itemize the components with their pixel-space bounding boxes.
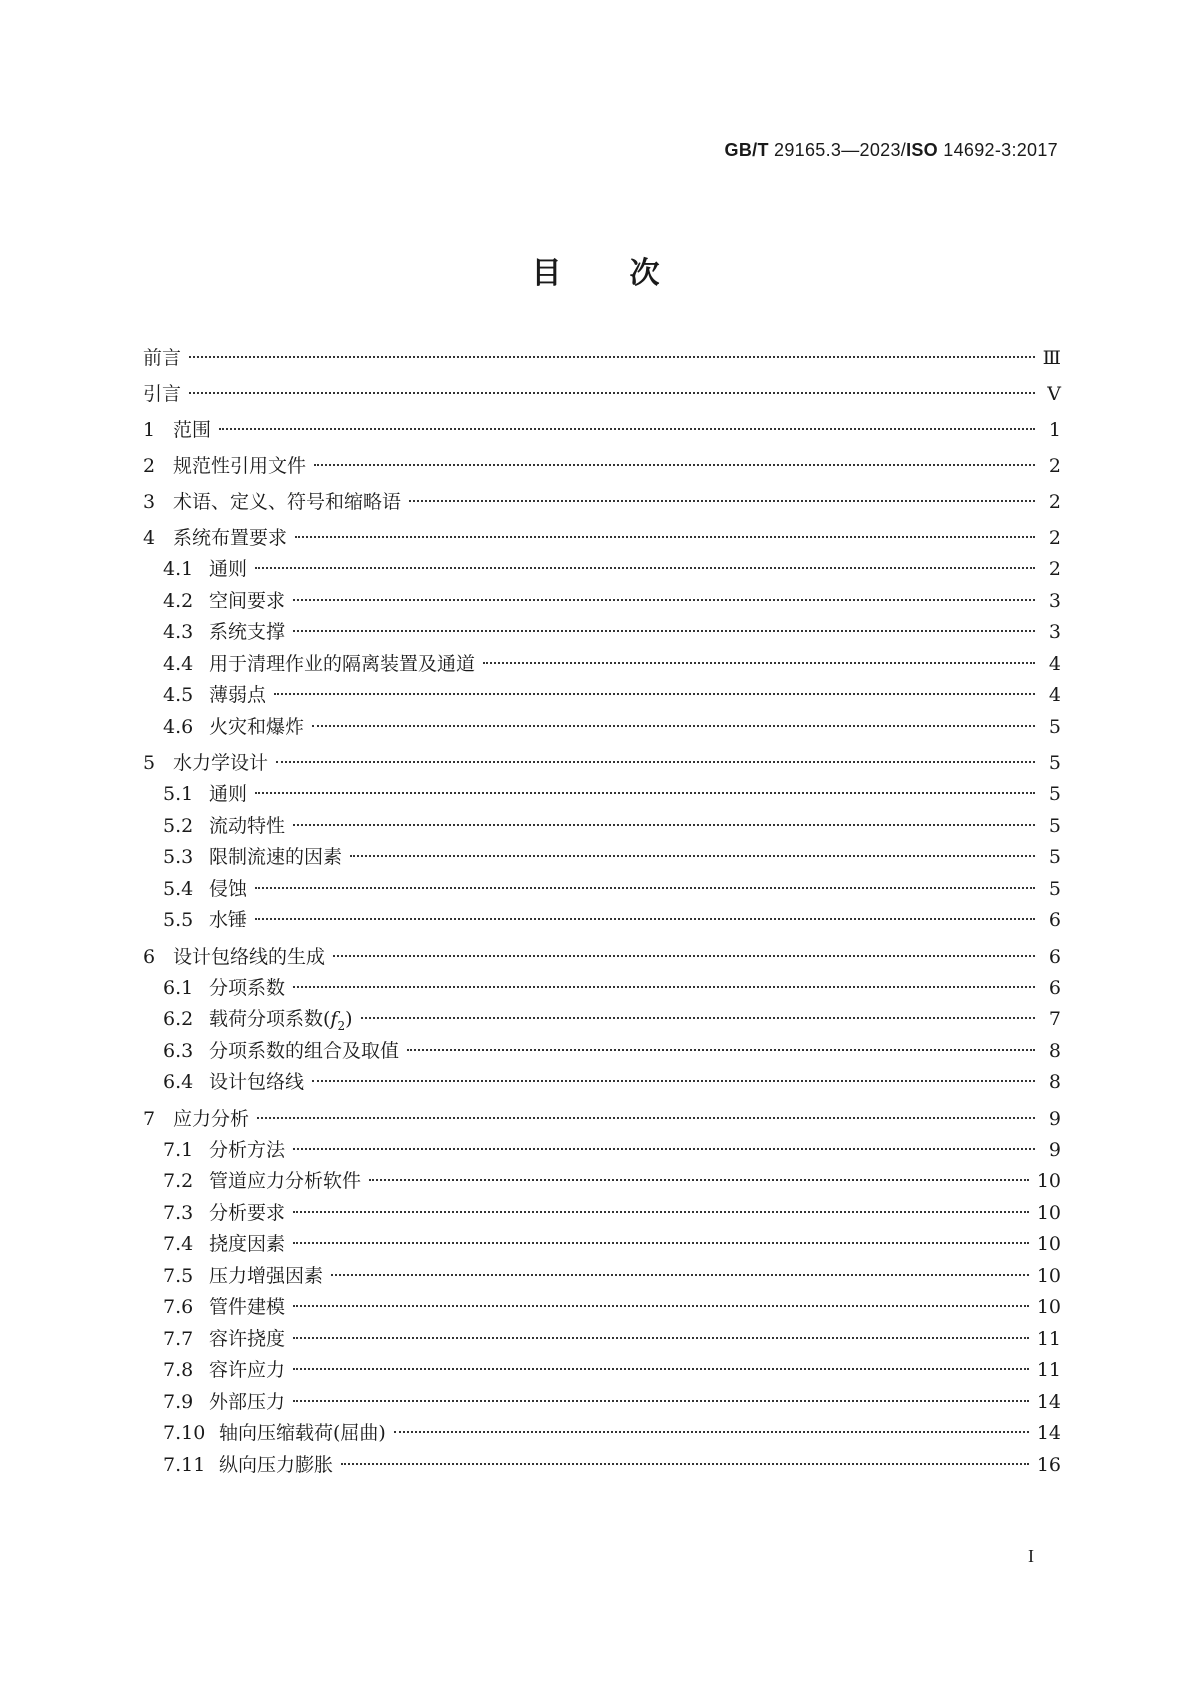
toc-entry-title: 术语、定义、符号和缩略语 [173,491,402,513]
table-of-contents [143,338,1061,1481]
toc-entry-number: 5.3 [163,846,194,868]
toc-entry-page: Ⅲ [1042,347,1061,369]
toc-entry-number: 7.9 [163,1390,194,1413]
dot-leader [189,356,1035,358]
toc-entry-variable: f [330,1008,338,1030]
toc-entry[interactable] [143,1004,1061,1036]
toc-entry-page: 5 [1048,752,1061,774]
toc-entry-page: 5 [1048,814,1061,837]
toc-entry-page: 9 [1048,1138,1061,1161]
toc-entry-title: 侵蚀 [209,877,248,900]
dot-leader [293,1305,1029,1307]
toc-entry-number: 5 [143,752,156,774]
dot-leader [257,1117,1035,1119]
dot-leader [276,761,1035,763]
toc-entry-page: 8 [1048,1071,1061,1093]
page-title: 目次 [531,256,728,291]
toc-entry-page: 4 [1048,652,1061,675]
toc-entry-title: 外部压力 [209,1390,286,1413]
toc-entry-number: 5.5 [163,909,194,931]
toc-entry[interactable] [143,486,1061,518]
dot-leader [274,693,1035,695]
toc-entry-title: 系统支撑 [209,621,286,643]
toc-entry-page: 11 [1036,1327,1061,1350]
toc-entry[interactable] [143,1355,1061,1387]
toc-entry-page: 9 [1048,1107,1061,1130]
toc-entry-title: 管件建模 [209,1296,286,1318]
toc-entry-title: 通则 [209,558,248,580]
toc-entry-number: 7.2 [163,1170,194,1192]
toc-entry-number: 4.4 [163,652,194,675]
toc-entry-title: 限制流速的因素 [209,846,343,868]
toc-entry[interactable] [143,1135,1061,1167]
dot-leader [293,824,1035,826]
standard-code-number: 29165.3—2023/ [768,140,907,160]
toc-entry[interactable] [143,554,1061,586]
toc-entry-number: 4.5 [163,684,194,706]
toc-entry-number: 4.3 [163,621,194,643]
toc-entry[interactable] [143,680,1061,712]
toc-entry[interactable] [143,1103,1061,1135]
toc-entry-title: 范围 [173,419,212,441]
dot-leader [361,1017,1035,1019]
toc-entry-number: 6.4 [163,1071,194,1093]
toc-entry-page: 6 [1048,976,1061,999]
toc-entry[interactable] [143,1198,1061,1230]
toc-entry-number: 7.8 [163,1359,194,1381]
toc-entry[interactable] [143,450,1061,482]
toc-entry-page: 2 [1048,558,1061,580]
dot-leader [255,918,1035,920]
toc-entry[interactable] [143,586,1061,618]
dot-leader [293,1368,1029,1370]
dot-leader [314,464,1035,466]
toc-entry-title: 容许应力 [209,1359,286,1381]
toc-entry-number: 7 [143,1107,156,1130]
toc-entry-title: 分析方法 [209,1138,286,1161]
toc-entry-title: 容许挠度 [209,1327,286,1350]
toc-entry-page: 5 [1048,715,1061,738]
toc-entry[interactable] [143,1292,1061,1324]
toc-entry-number: 7.1 [163,1138,194,1161]
toc-entry[interactable] [143,1036,1061,1068]
toc-entry-title: 水力学设计 [173,752,269,774]
toc-entry[interactable] [143,941,1061,973]
dot-leader [293,630,1035,632]
toc-entry-number: 4 [143,527,156,549]
standard-code-iso-number: 14692-3:2017 [937,140,1058,160]
dot-leader [255,887,1035,889]
toc-entry-title: 流动特性 [209,814,286,837]
toc-entry[interactable] [143,617,1061,649]
toc-entry[interactable] [143,811,1061,843]
toc-entry[interactable] [143,747,1061,779]
toc-entry-page: 6 [1048,909,1061,931]
dot-leader [293,1400,1029,1402]
toc-entry[interactable] [143,1324,1061,1356]
toc-entry-number: 7.10 [163,1422,206,1444]
toc-entry-page: 5 [1048,783,1061,805]
standard-code-gbt: GB/T [724,140,769,160]
dot-leader [293,599,1035,601]
toc-entry-number: 7.4 [163,1233,194,1255]
toc-entry-title: 系统布置要求 [173,527,288,549]
toc-entry-page: 6 [1048,945,1061,968]
toc-entry-number: 5.1 [163,783,194,805]
toc-entry-page: Ⅴ [1047,383,1061,405]
toc-entry-page: 4 [1048,684,1061,706]
toc-entry-title: 用于清理作业的隔离装置及通道 [209,652,476,675]
toc-entry[interactable] [143,779,1061,811]
toc-entry-title: 载荷分项系数$(f_2)$ [209,1008,353,1033]
toc-entry-number: 5.4 [163,877,194,900]
toc-entry[interactable] [143,712,1061,744]
dot-leader [312,725,1035,727]
toc-entry-title: 通则 [209,783,248,805]
toc-entry[interactable] [143,973,1061,1005]
toc-entry-number: 6.2 [163,1008,194,1030]
toc-entry-title: 火灾和爆炸 [209,715,305,738]
dot-leader [394,1431,1029,1433]
toc-entry-page: 5 [1048,877,1061,900]
dot-leader [189,392,1035,394]
toc-entry-number: 4.2 [163,589,194,612]
toc-entry[interactable] [143,342,1061,374]
toc-entry-number: 2 [143,455,156,477]
dot-leader [483,662,1035,664]
toc-entry-page: 1 [1048,419,1061,441]
toc-entry-number: 7.3 [163,1201,194,1224]
dot-leader [293,1211,1029,1213]
dot-leader [409,500,1035,502]
dot-leader [293,1337,1029,1339]
toc-entry-number: 6.1 [163,976,194,999]
toc-entry-page: 11 [1036,1359,1061,1381]
toc-entry-page: 2 [1048,527,1061,549]
toc-entry-title-end: ) [345,1008,353,1030]
toc-entry-page: 3 [1048,621,1061,643]
toc-entry-page: 3 [1048,589,1061,612]
toc-entry-title: 纵向压力膨胀 [219,1453,334,1476]
toc-entry[interactable] [143,414,1061,446]
toc-entry[interactable] [143,842,1061,874]
toc-entry[interactable] [143,1418,1061,1450]
dot-leader [293,1148,1035,1150]
toc-entry[interactable] [143,1229,1061,1261]
toc-entry-page: 14 [1036,1390,1061,1413]
toc-entry-title: 引言 [143,383,182,405]
toc-entry-subscript: 2 [337,1018,346,1033]
toc-entry-number: 6.3 [163,1039,194,1062]
toc-entry[interactable] [143,1067,1061,1099]
toc-entry-title: 前言 [143,347,182,369]
toc-entry[interactable] [143,1166,1061,1198]
toc-entry-title: 分析要求 [209,1201,286,1224]
toc-entry[interactable] [143,522,1061,554]
dot-leader [331,1274,1029,1276]
toc-entry-title: 轴向压缩载荷(屈曲) [219,1422,386,1444]
toc-entry-page: 10 [1036,1264,1061,1287]
toc-entry-title: 管道应力分析软件 [209,1170,362,1192]
page-number: I [1028,1546,1034,1566]
toc-entry-page: 8 [1048,1039,1061,1062]
toc-entry[interactable] [143,378,1061,410]
toc-entry[interactable] [143,1387,1061,1419]
toc-entry-number: 3 [143,491,156,513]
toc-entry[interactable] [143,649,1061,681]
toc-entry-page: 5 [1048,846,1061,868]
toc-entry-title: 挠度因素 [209,1233,286,1255]
dot-leader [369,1179,1029,1181]
dot-leader [293,1242,1029,1244]
toc-entry-page: 14 [1036,1422,1061,1444]
toc-entry-page: 10 [1036,1201,1061,1224]
toc-entry-number: 4.1 [163,558,194,580]
toc-entry-page: 10 [1036,1170,1061,1192]
dot-leader [341,1463,1029,1465]
toc-entry-page: 2 [1048,491,1061,513]
dot-leader [219,428,1035,430]
toc-entry[interactable] [143,1261,1061,1293]
toc-entry-title: 规范性引用文件 [173,455,307,477]
toc-entry-title: 薄弱点 [209,684,267,706]
dot-leader [255,567,1035,569]
toc-entry-number: 6 [143,945,156,968]
toc-entry-title: 设计包络线的生成 [173,945,326,968]
toc-entry-title: 分项系数 [209,976,286,999]
toc-entry-number: 1 [143,419,156,441]
toc-entry-page: 10 [1036,1296,1061,1318]
dot-leader [350,855,1035,857]
dot-leader [312,1080,1035,1082]
toc-entry-page: 10 [1036,1233,1061,1255]
toc-entry-number: 7.11 [163,1453,206,1476]
toc-entry-number: 4.6 [163,715,194,738]
toc-entry-page: 7 [1048,1008,1061,1030]
toc-entry-title: 应力分析 [173,1107,250,1130]
toc-entry-title: 设计包络线 [209,1071,305,1093]
standard-code [725,140,1058,161]
toc-entry[interactable] [143,905,1061,937]
toc-entry-number: 7.7 [163,1327,194,1350]
dot-leader [255,792,1035,794]
dot-leader [333,955,1035,957]
standard-code-iso: ISO [906,140,938,160]
dot-leader [407,1049,1035,1051]
toc-entry-number: 7.5 [163,1264,194,1287]
toc-entry[interactable] [143,1450,1061,1482]
toc-entry-page: 2 [1048,455,1061,477]
toc-entry-title: 空间要求 [209,589,286,612]
toc-entry-number: 5.2 [163,814,194,837]
dot-leader [293,986,1035,988]
toc-entry-page: 16 [1036,1453,1061,1476]
toc-entry-title: 压力增强因素 [209,1264,324,1287]
dot-leader [295,536,1035,538]
toc-entry-title: 分项系数的组合及取值 [209,1039,400,1062]
toc-entry-title: 水锤 [209,909,248,931]
toc-entry-number: 7.6 [163,1296,194,1318]
toc-entry[interactable] [143,874,1061,906]
